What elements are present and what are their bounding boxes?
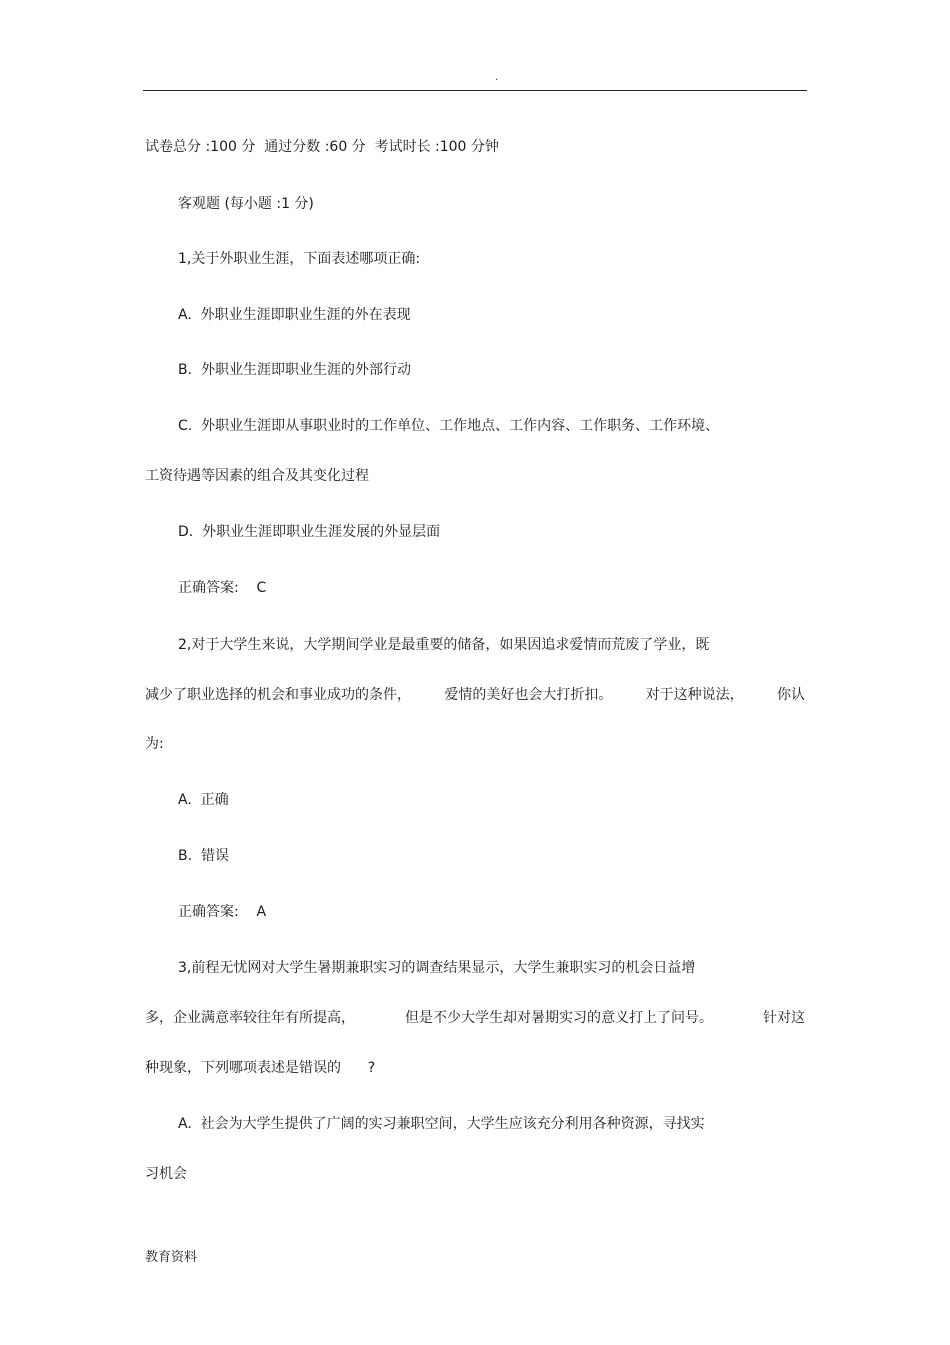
- question-2-stem-line-3: 为:: [145, 736, 164, 752]
- question-1-option-d: D. 外职业生涯即职业生涯发展的外显层面: [178, 524, 441, 540]
- stem-segment: 对于这种说法，: [645, 687, 744, 703]
- header-mark: .: [495, 72, 499, 83]
- question-3-option-a-continued: 习机会: [145, 1166, 187, 1182]
- section-title: 客观题 (每小题 :1 分): [178, 196, 314, 212]
- stem-segment: 多，企业满意率较往年有所提高，: [145, 1010, 355, 1026]
- question-1-answer: 正确答案: C: [178, 580, 267, 596]
- stem-segment: 减少了职业选择的机会和事业成功的条件，: [145, 687, 411, 703]
- question-3-stem-line-3: 种现象，下列哪项表述是错误的 ?: [145, 1060, 376, 1076]
- stem-segment: 针对这: [763, 1010, 805, 1026]
- exam-info: 试卷总分 :100 分 通过分数 :60 分 考试时长 :100 分钟: [145, 139, 499, 155]
- question-3-option-a: A. 社会为大学生提供了广阔的实习兼职空间，大学生应该充分利用各种资源，寻找实: [178, 1116, 705, 1132]
- footer-label: 教育资料: [145, 1250, 198, 1265]
- header-rule: [143, 90, 807, 91]
- stem-segment: 你认: [776, 687, 805, 703]
- question-2-stem-line-2: [145, 685, 805, 705]
- stem-segment: 爱情的美好也会大打折扣。: [444, 687, 613, 703]
- question-2-option-b: B. 错误: [178, 848, 229, 864]
- stem-segment: 但是不少大学生却对暑期实习的意义打上了问号。: [405, 1010, 713, 1026]
- question-1-option-c-continued: 工资待遇等因素的组合及其变化过程: [145, 468, 369, 484]
- question-2-stem: 2,对于大学生来说，大学期间学业是最重要的储备，如果因追求爱情而荒废了学业，既: [178, 637, 710, 653]
- question-2-answer: 正确答案: A: [178, 904, 267, 920]
- question-1-option-b: B. 外职业生涯即职业生涯的外部行动: [178, 362, 411, 378]
- question-2-option-a: A. 正确: [178, 792, 229, 808]
- question-1-option-c: C. 外职业生涯即从事职业时的工作单位、工作地点、工作内容、工作职务、工作环境、: [178, 418, 720, 434]
- question-1-option-a: A. 外职业生涯即职业生涯的外在表现: [178, 307, 411, 323]
- question-1-stem: 1,关于外职业生涯，下面表述哪项正确:: [178, 251, 421, 267]
- question-3-stem: 3,前程无忧网对大学生暑期兼职实习的调查结果显示，大学生兼职实习的机会日益增: [178, 960, 696, 976]
- question-3-stem-line-2: [145, 1008, 805, 1028]
